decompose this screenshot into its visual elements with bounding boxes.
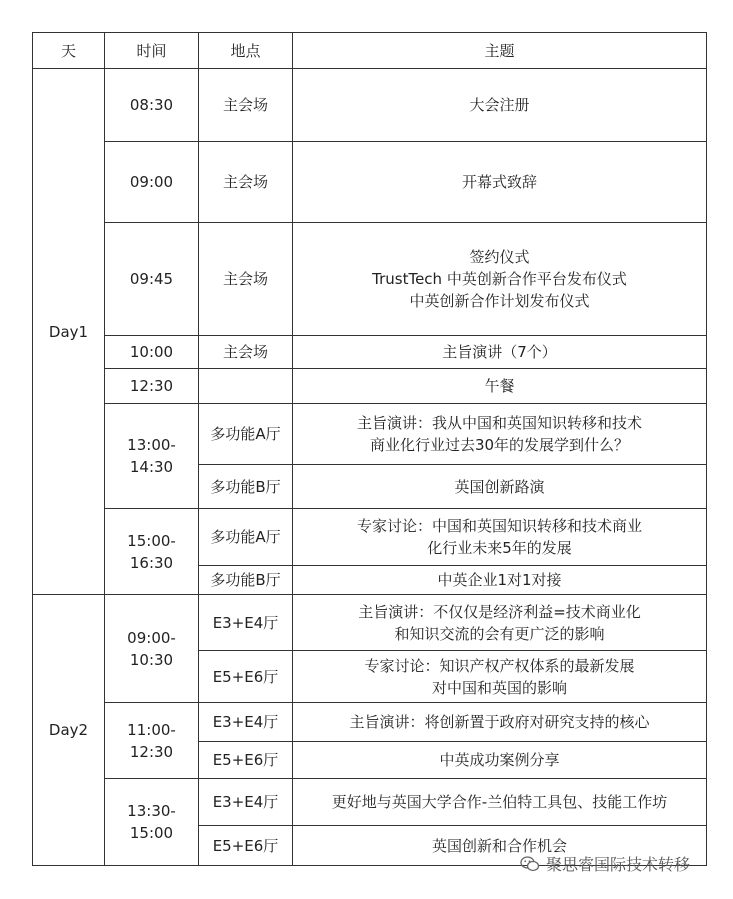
topic-cell: 午餐 — [293, 369, 707, 404]
topic-cell: 中英成功案例分享 — [293, 742, 707, 779]
topic-cell: 专家讨论：中国和英国知识转移和技术商业 化行业未来5年的发展 — [293, 509, 707, 566]
table-row — [33, 336, 707, 369]
topic-cell: 更好地与英国大学合作-兰伯特工具包、技能工作坊 — [293, 779, 707, 826]
time-cell: 11:00-12:30 — [105, 703, 199, 779]
table-row — [33, 509, 707, 566]
topic-cell: 中英企业1对1对接 — [293, 566, 707, 595]
place-cell: E5+E6厅 — [199, 826, 293, 866]
topic-cell: 主旨演讲：将创新置于政府对研究支持的核心 — [293, 703, 707, 742]
place-cell: E3+E4厅 — [199, 703, 293, 742]
topic-cell: 英国创新和合作机会 — [293, 826, 707, 866]
topic-cell: 主旨演讲（7个） — [293, 336, 707, 369]
place-cell: 主会场 — [199, 336, 293, 369]
place-cell — [199, 369, 293, 404]
topic-cell: 主旨演讲：不仅仅是经济利益=技术商业化 和知识交流的会有更广泛的影响 — [293, 595, 707, 651]
topic-cell: 大会注册 — [293, 69, 707, 142]
time-cell: 15:00-16:30 — [105, 509, 199, 595]
time-cell: 12:30 — [105, 369, 199, 404]
place-cell: E3+E4厅 — [199, 779, 293, 826]
wechat-icon — [520, 856, 540, 872]
time-cell: 13:30-15:00 — [105, 779, 199, 866]
place-cell: 多功能A厅 — [199, 404, 293, 465]
topic-cell: 专家讨论：知识产权产权体系的最新发展 对中国和英国的影响 — [293, 651, 707, 703]
topic-cell: 开幕式致辞 — [293, 142, 707, 223]
table-row — [33, 779, 707, 826]
topic-cell: 英国创新路演 — [293, 465, 707, 509]
place-cell: 多功能A厅 — [199, 509, 293, 566]
time-cell: 08:30 — [105, 69, 199, 142]
header-topic: 主题 — [293, 33, 707, 69]
table-row — [33, 369, 707, 404]
header-row — [33, 33, 707, 69]
place-cell: 主会场 — [199, 223, 293, 336]
place-cell: 主会场 — [199, 142, 293, 223]
place-cell: E5+E6厅 — [199, 742, 293, 779]
schedule-table — [32, 32, 707, 866]
time-cell: 13:00-14:30 — [105, 404, 199, 509]
time-cell: 09:00-10:30 — [105, 595, 199, 703]
time-cell: 09:45 — [105, 223, 199, 336]
place-cell: 主会场 — [199, 69, 293, 142]
table-row — [33, 223, 707, 336]
table-row — [33, 69, 707, 142]
header-day: 天 — [33, 33, 105, 69]
place-cell: E3+E4厅 — [199, 595, 293, 651]
topic-cell: 主旨演讲：我从中国和英国知识转移和技术 商业化行业过去30年的发展学到什么？ — [293, 404, 707, 465]
place-cell: E5+E6厅 — [199, 651, 293, 703]
day-cell: Day2 — [33, 595, 105, 866]
time-cell: 10:00 — [105, 336, 199, 369]
place-cell: 多功能B厅 — [199, 465, 293, 509]
table-row — [33, 404, 707, 465]
table-row — [33, 703, 707, 742]
header-time: 时间 — [105, 33, 199, 69]
day-cell: Day1 — [33, 69, 105, 595]
watermark-text: 聚思睿国际技术转移 — [546, 855, 691, 874]
header-place: 地点 — [199, 33, 293, 69]
table-row — [33, 142, 707, 223]
time-cell: 09:00 — [105, 142, 199, 223]
table-row — [33, 595, 707, 651]
topic-cell: 签约仪式 TrustTech 中英创新合作平台发布仪式 中英创新合作计划发布仪式 — [293, 223, 707, 336]
watermark — [520, 852, 690, 875]
place-cell: 多功能B厅 — [199, 566, 293, 595]
